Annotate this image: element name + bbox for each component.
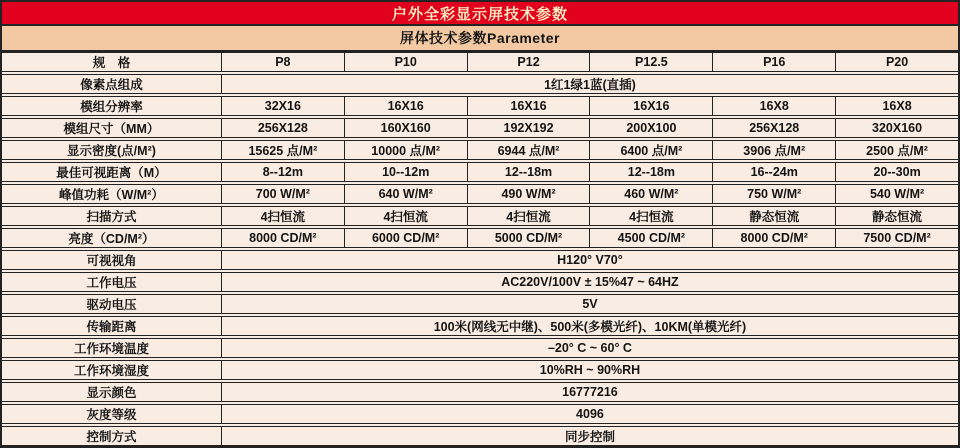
row-label: 灰度等级 [2, 405, 222, 423]
row-label: 工作环境湿度 [2, 361, 222, 379]
value-cell: 320X160 [835, 119, 958, 137]
span-value-cell: 同步控制 [564, 430, 615, 444]
value-cell: 静态恒流 [835, 207, 958, 225]
row-label: 可视视角 [2, 251, 222, 269]
table-row-resolution [2, 96, 958, 116]
value-cell: 700 W/M² [255, 187, 310, 201]
value-cell: 16X16 [344, 97, 467, 115]
span-value-cell: –20° C ~ 60° C [547, 341, 632, 355]
table-row-humidity [2, 360, 958, 380]
span-value-cell: AC220V/100V ± 15%47 ~ 64HZ [501, 275, 679, 289]
table-row-control [2, 426, 958, 446]
value-cell: 540 W/M² [835, 185, 958, 203]
value-cell: 4扫恒流 [467, 207, 590, 225]
table-row-module-size [2, 118, 958, 138]
value-cell: 16--24m [712, 163, 835, 181]
value-cell: 160X160 [344, 119, 467, 137]
value-cell: 7500 CD/M² [835, 229, 958, 247]
row-label: 亮度（CD/M²） [2, 229, 222, 247]
row-label: 控制方式 [2, 427, 222, 445]
row-label: 传输距离 [2, 317, 222, 335]
row-label: 工作环境温度 [2, 339, 222, 357]
value-cell: 4500 CD/M² [589, 229, 712, 247]
spec-header-cell: P12 [467, 53, 590, 71]
value-cell: 16X8 [712, 97, 835, 115]
table-row-spec [2, 52, 958, 72]
row-label: 显示颜色 [2, 383, 222, 401]
value-cell: 静态恒流 [712, 207, 835, 225]
table-row-view-distance [2, 162, 958, 182]
value-cell: 256X128 [712, 119, 835, 137]
row-label: 扫描方式 [2, 207, 222, 225]
value-cell: 3906 点/M² [712, 141, 835, 159]
spec-header-cell: P8 [275, 55, 291, 69]
page-title-bar [2, 2, 958, 26]
value-cell: 16X16 [589, 97, 712, 115]
table-row-colors [2, 382, 958, 402]
span-value-cell: H120° V70° [557, 253, 623, 267]
spec-header-cell: P16 [712, 53, 835, 71]
span-value-cell: 1红1绿1蓝(直插) [544, 78, 636, 92]
spec-header-cell: P12.5 [589, 53, 712, 71]
value-cell: 16X8 [835, 97, 958, 115]
value-cell: 32X16 [264, 99, 301, 113]
table-row-work-voltage [2, 272, 958, 292]
value-cell: 200X100 [589, 119, 712, 137]
row-label: 峰值功耗（W/M²） [2, 185, 222, 203]
table-row-transmission [2, 316, 958, 336]
value-cell: 8000 CD/M² [249, 231, 317, 245]
table-row-view-angle [2, 250, 958, 270]
span-value-cell: 100米(网线无中继)、500米(多模光纤)、10KM(单模光纤) [433, 320, 747, 334]
table-row-power [2, 184, 958, 204]
row-label: 模组尺寸（MM） [2, 119, 222, 137]
value-cell: 16X16 [467, 97, 590, 115]
value-cell: 10000 点/M² [344, 141, 467, 159]
value-cell: 10--12m [344, 163, 467, 181]
span-value-cell: 4096 [576, 407, 604, 421]
span-value-cell: 10%RH ~ 90%RH [539, 363, 641, 377]
page-title: 户外全彩显示屏技术参数 [391, 5, 568, 23]
span-value-cell: 16777216 [562, 385, 618, 399]
value-cell: 5000 CD/M² [467, 229, 590, 247]
row-label: 显示密度(点/M²) [2, 141, 222, 159]
table-row-density [2, 140, 958, 160]
value-cell: 15625 点/M² [248, 144, 318, 158]
span-value-cell: 5V [582, 297, 598, 311]
value-cell: 8--12m [262, 165, 303, 179]
value-cell: 2500 点/M² [835, 141, 958, 159]
value-cell: 6000 CD/M² [344, 229, 467, 247]
table-row-drive-voltage [2, 294, 958, 314]
value-cell: 6400 点/M² [589, 141, 712, 159]
value-cell: 4扫恒流 [260, 210, 306, 224]
spec-header-cell: P20 [835, 53, 958, 71]
row-label: 模组分辨率 [2, 97, 222, 115]
spec-table [2, 52, 958, 446]
value-cell: 750 W/M² [712, 185, 835, 203]
row-label: 最佳可视距离（M） [2, 163, 222, 181]
table-row-scan [2, 206, 958, 226]
value-cell: 20--30m [835, 163, 958, 181]
row-label: 驱动电压 [2, 295, 222, 313]
spec-header-cell: P10 [344, 53, 467, 71]
table-row-grayscale [2, 404, 958, 424]
table-row-brightness [2, 228, 958, 248]
value-cell: 8000 CD/M² [712, 229, 835, 247]
row-label: 工作电压 [2, 273, 222, 291]
value-cell: 640 W/M² [344, 185, 467, 203]
value-cell: 4扫恒流 [589, 207, 712, 225]
value-cell: 256X128 [257, 121, 308, 135]
value-cell: 6944 点/M² [467, 141, 590, 159]
value-cell: 490 W/M² [467, 185, 590, 203]
row-label: 规 格 [2, 53, 222, 71]
value-cell: 192X192 [467, 119, 590, 137]
value-cell: 4扫恒流 [344, 207, 467, 225]
table-row-temperature [2, 338, 958, 358]
table-subtitle: 屏体技术参数Parameter [400, 30, 560, 46]
value-cell: 460 W/M² [589, 185, 712, 203]
value-cell: 12--18m [589, 163, 712, 181]
value-cell: 12--18m [467, 163, 590, 181]
row-label: 像素点组成 [2, 75, 222, 93]
table-row-pixel [2, 74, 958, 94]
table-subtitle-bar [2, 26, 958, 52]
